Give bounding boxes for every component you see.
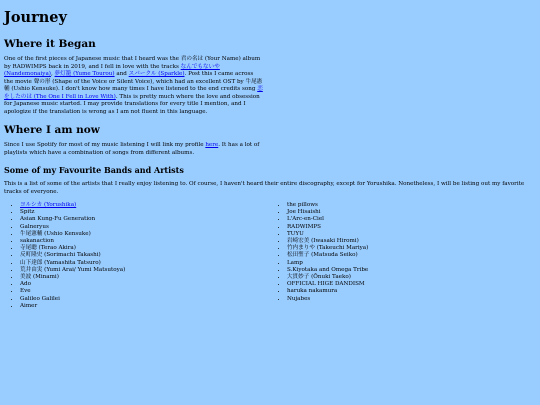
list-item: • OFFICIAL HIGE DANDISM xyxy=(287,281,536,288)
link-yume-tourou[interactable]: 夢灯籠 (Yume Tourou) xyxy=(54,71,115,77)
artist-list-left xyxy=(4,202,271,310)
page-title: Journey xyxy=(4,9,67,26)
list-item: • S.Kiyotaka and Omega Tribe xyxy=(287,267,536,274)
list-item: • Galileo Galilei xyxy=(20,296,271,303)
list-item xyxy=(20,202,271,209)
list-item: • 大貫妙子 (Ōnuki Taeko) xyxy=(287,274,536,281)
list-item: • 山下達郎 (Yamashita Tatsuro) xyxy=(20,260,271,267)
list-item: • 岩崎宏美 (Iwasaki Hiromi) xyxy=(287,238,536,245)
link-yorushika[interactable]: ヨルシカ (Yorushika) xyxy=(20,202,77,208)
list-item: • 竹内まりや (Takeuchi Mariya) xyxy=(287,245,536,252)
spotify-paragraph xyxy=(4,142,264,157)
intro-paragraph xyxy=(4,56,264,116)
list-item: • Nujabes xyxy=(287,296,536,303)
link-nandemonaiya[interactable]: なんでもないや (Nandemonaiya) xyxy=(4,63,220,77)
list-item: • L'Arc-en-Ciel xyxy=(287,216,536,223)
list-item: • 美波 (Minami) xyxy=(20,274,271,281)
list-item: • Eve xyxy=(20,288,271,295)
list-item: • Asian Kung-Fu Generation xyxy=(20,216,271,223)
section-heading-where-it-began: Where it Began xyxy=(4,38,96,50)
separator-text: , xyxy=(50,71,55,77)
paragraph-text: . Post this I came across the movie 聲の形 (Shape of the Voice or Silent Voice), which had an excellent OST by 牛尾憲輔 (Ushio Kensuke). I don't know how many times I have listened to the end credits song xyxy=(4,71,263,92)
paragraph-text: One of the first pieces of Japanese music that I heard was the 君の名は (Your Name) album by RADWIMPS back in 2019, and I fell in love with the tracks xyxy=(4,56,261,70)
list-item: • sakanaction xyxy=(20,238,271,245)
list-item: • 荒井由実 (Yumi Arai/ Yumi Matsutoya) xyxy=(20,267,271,274)
paragraph-text: . It has a lot of playlists which have a combination of songs from different albums. xyxy=(4,142,260,156)
link-sparkle[interactable]: スパークル (Sparkle) xyxy=(128,71,185,77)
list-item: • RADWIMPS xyxy=(287,224,536,231)
list-item: • Spitz xyxy=(20,209,271,216)
artists-paragraph: This is a list of some of the artists that I really enjoy listening to. Of course, I haven't heard their entire discography, except for Yorushika. Nonetheless, I will be listing out my favorite tracks of everyone. xyxy=(4,181,525,195)
list-item: • Joe Hisaishi xyxy=(287,209,536,216)
artist-list-right xyxy=(271,202,536,310)
paragraph-text: Since I use Spotify for most of my music listening I will link my profile xyxy=(4,142,206,148)
list-item: • 牛尾憲輔 (Ushio Kensuke) xyxy=(20,231,271,238)
spotify-profile-link[interactable]: here xyxy=(205,142,219,148)
paragraph-text: . This is pretty much where the love and obsession for Japanese music started. I may provide translations for every title I mention, and I apologize if the translation is wrong as I am not fluent in this language. xyxy=(4,93,260,115)
section-heading-where-i-am-now: Where I am now xyxy=(4,124,100,136)
link-the-one-i-fell-in-love-with[interactable]: 恋をしたのは (The One I Fell in Love With) xyxy=(4,86,263,100)
list-item: • Lamp xyxy=(287,260,536,267)
artist-lists xyxy=(4,202,536,310)
list-item: • haruka nakamura xyxy=(287,288,536,295)
separator-text: and xyxy=(114,71,129,77)
list-item: • Aimer xyxy=(20,303,271,310)
list-item: • 松田聖子 (Matsuda Seiko) xyxy=(287,252,536,259)
section-heading-favourite-artists: Some of my Favourite Bands and Artists xyxy=(4,165,184,175)
list-item: • the pillows xyxy=(287,202,536,209)
list-item: • 寺尾聰 (Terao Akira) xyxy=(20,245,271,252)
list-item: • 反町隆史 (Sorimachi Takashi) xyxy=(20,252,271,259)
list-item: • Ado xyxy=(20,281,271,288)
list-item: • Galneryus xyxy=(20,224,271,231)
list-item: • TUYU xyxy=(287,231,536,238)
